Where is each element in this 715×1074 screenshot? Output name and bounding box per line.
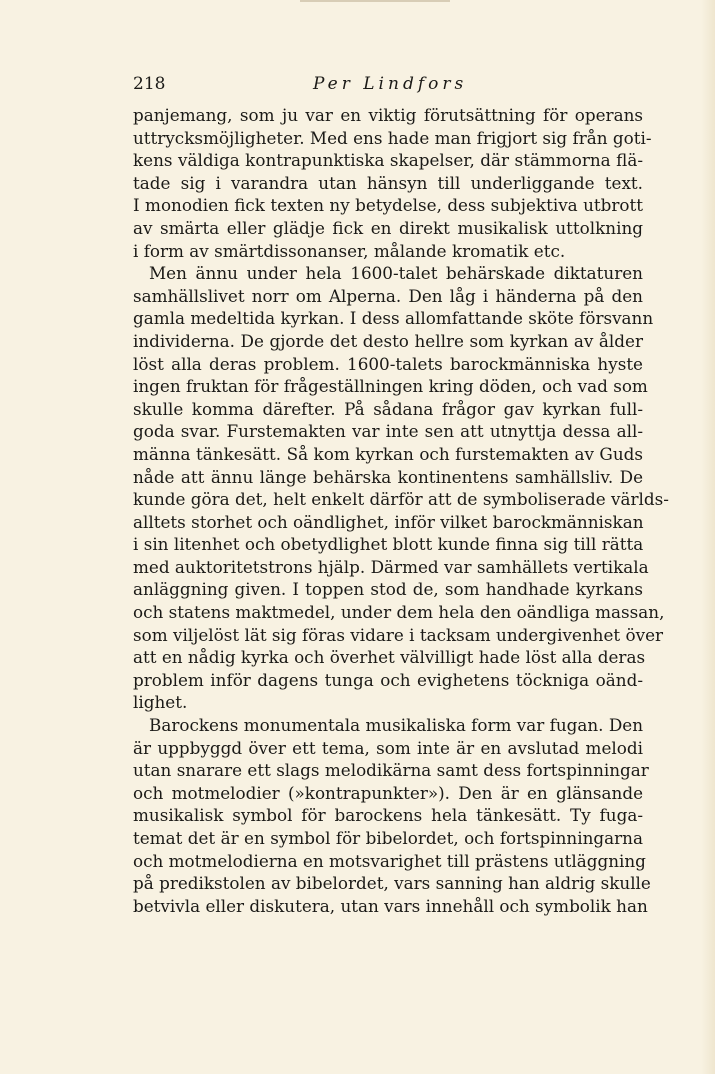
text-line: som viljelöst lät sig föras vidare i tacksam undergivenhet över: [133, 624, 664, 645]
text-line: I monodien fick texten ny betydelse, dess subjektiva utbrott: [133, 195, 643, 216]
running-title: Per Lindfors: [313, 74, 468, 94]
text-line: tade sig i varandra utan hänsyn till underliggande text.: [133, 172, 643, 193]
text-line: utan snarare ett slags melodikärna samt dess fortspinningar: [133, 760, 649, 781]
text-line: Men ännu under hela 1600-talet behärskade diktaturen: [149, 263, 643, 284]
text-line: Barockens monumentala musikaliska form var fugan. Den: [149, 715, 644, 736]
text-line: lighet.: [133, 692, 188, 713]
text-line: nåde att ännu länge behärska kontinentens samhällsliv. De: [133, 466, 643, 487]
top-edge-mark: [300, 0, 450, 2]
text-line: problem inför dagens tunga och evighetens töckniga oänd-: [133, 669, 643, 690]
text-line: kens väldiga kontrapunktiska skapelser, där stämmorna flä-: [133, 150, 643, 171]
text-line: anläggning given. I toppen stod de, som handhade kyrkans: [133, 579, 643, 600]
text-line: betvivla eller diskutera, utan vars innehåll och symbolik han: [133, 895, 648, 916]
text-line: alltets storhet och oändlighet, inför vilket barockmänniskan: [133, 511, 644, 532]
text-line: i form av smärtdissonanser, målande kromatik etc.: [133, 240, 566, 261]
text-line: individerna. De gjorde det desto hellre som kyrkan av ålder: [133, 330, 643, 351]
text-line: uttrycksmöjligheter. Med ens hade man frigjort sig från goti-: [133, 127, 652, 148]
page-header: [133, 72, 643, 96]
text-line: gamla medeltida kyrkan. I dess allomfattande sköte försvann: [133, 308, 654, 329]
text-line: temat det är en symbol för bibelordet, och fortspinningarna: [133, 828, 643, 848]
text-line: goda svar. Furstemakten var inte sen att utnyttja dessa all-: [133, 421, 643, 442]
text-line: och statens maktmedel, under dem hela den oändliga massan,: [133, 602, 665, 623]
text-line: männa tänkesätt. Så kom kyrkan och furstemakten av Guds: [133, 443, 643, 464]
text-line: panjemang, som ju var en viktig förutsättning för operans: [133, 105, 643, 125]
text-line: skulle komma därefter. På sådana frågor gav kyrkan full-: [133, 398, 643, 419]
text-line: och motmelodier (»kontrapunkter»). Den är en glänsande: [133, 782, 643, 803]
paragraph-1: [133, 104, 652, 262]
text-line: är uppbyggd över ett tema, som inte är en avslutad melodi: [133, 737, 643, 758]
text-line: med auktoritetstrons hjälp. Därmed var samhällets vertikala: [133, 556, 649, 577]
page-number: 218: [133, 74, 166, 94]
body-text: [133, 104, 669, 917]
text-line: löst alla deras problem. 1600-talets barockmänniska hyste: [133, 353, 643, 374]
paragraph-2: [133, 262, 669, 714]
text-line: ingen fruktan för frågeställningen kring döden, och vad som: [133, 376, 648, 397]
text-line: musikalisk symbol för barockens hela tänkesätt. Ty fuga-: [133, 805, 643, 826]
paragraph-3: [133, 714, 651, 917]
text-line: och motmelodierna en motsvarighet till prästens utläggning: [133, 850, 646, 871]
text-line: kunde göra det, helt enkelt därför att de symboliserade världs-: [133, 489, 669, 510]
text-line: att en nådig kyrka och överhet välvilligt hade löst alla deras: [133, 647, 646, 668]
text-line: samhällslivet norr om Alperna. Den låg i händerna på den: [133, 285, 643, 306]
text-line: på predikstolen av bibelordet, vars sanning han aldrig skulle: [133, 873, 651, 894]
text-line: av smärta eller glädje fick en direkt musikalisk uttolkning: [133, 217, 643, 238]
text-line: i sin litenhet och obetydlighet blott kunde finna sig till rätta: [133, 534, 644, 555]
page-edge: [701, 0, 715, 1074]
